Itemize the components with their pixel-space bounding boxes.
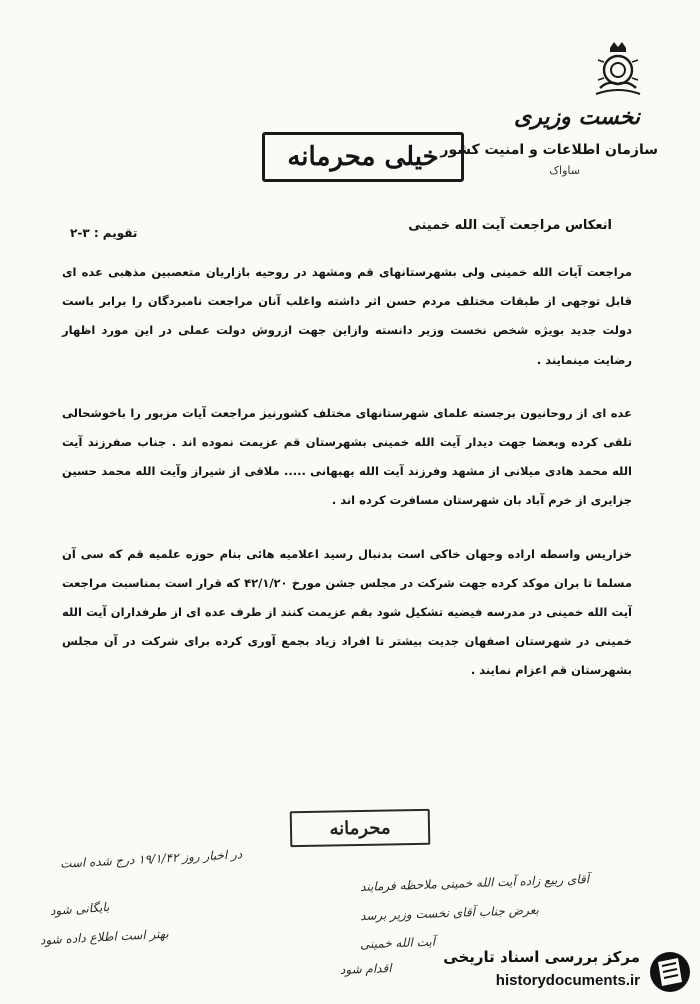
lion-and-sun-emblem [590, 40, 646, 100]
organization-code: ساواک [549, 164, 580, 177]
copy-stamp [290, 809, 431, 847]
handwritten-note: بایگانی شود [49, 899, 110, 919]
archive-watermark [424, 946, 692, 998]
classification-stamp [262, 132, 464, 182]
handwritten-note: بهتر است اطلاع داده شود [39, 926, 169, 948]
watermark-url: historydocuments.ir [495, 972, 640, 989]
handwritten-note: بعرض جناب آقای نخست وزیر برسد [359, 902, 540, 924]
paragraph: عده ای از روحانیون برجسته علمای شهرستانهای مختلف کشورنیز مراجعت آیات مزبور را باخوشحالی تلقی کرده وبعضا جهت دیدار آیت الله خمینی بشهرستان قم عزیمت نموده اند . جناب صفرزند آیت الله محمد هادی میلانی از مشهد وفرزند آیت الله بهبهانی ..... ملاقی از شیراز وآیت الله محمد حسین جزایری از خرم آباد بان شهرستان مسافرت کرده اند . [62, 405, 632, 508]
ministry-title: نخست وزیری [514, 104, 640, 130]
archive-logo-icon [648, 948, 692, 996]
organization-name: سازمان اطلاعات و امنیت کشور [440, 142, 658, 158]
handwritten-note: اقدام شود [339, 961, 392, 977]
copy-stamp-label: محرمانه [329, 816, 391, 840]
paragraph: مراجعت آیات الله خمینی ولی بشهرستانهای قم ومشهد در روحیه بازاریان متعصبین مذهبی عده ای قابل توجهی از طبقات مختلف مردم حسن اثر داشته واغلب آنان مراجعت نامبردگان را برابر باست دولت جدید بویژه شخص نخست وزیر دانسته وازاین جهت ازروش دولت عملی در این مورد اظهار رضایت مینمایند . [62, 265, 632, 367]
handwritten-note: آقای ربیع زاده آیت الله خمینی ملاحظه فرمایند [359, 872, 590, 894]
memo-subject: انعکاس مراجعت آیت الله خمینی [408, 218, 612, 233]
paragraph: خزاریس واسطه اراده وجهان خاکی است بدنبال رسید اعلامیه هائی بنام حوزه علمیه قم که سی آن مسلما تا بران موکد کرده جهت شرکت در مجلس جشن مورخ ۴۲/۱/۲۰ که قرار است بمناسبت مراجعت آیت الله خمینی در مدرسه فیضیه تشکیل شود بقم عزیمت کنند از طرف عده ای از طرفداران آیت الله خمینی در شهرستان اصفهان جدیت بیشتر تا افراد زیاد بجمع آوری کرده برای شرکت در آن مجلس بشهرستان قم اعزام نمایند . [62, 546, 632, 678]
handwritten-note: آیت الله خمینی [359, 934, 436, 952]
classification-label: خیلی محرمانه [287, 142, 439, 172]
handwritten-note: در اخبار روز ۱۹/۱/۴۲ درج شده است [59, 847, 243, 871]
watermark-title: مرکز بررسی اسناد تاریخی [443, 948, 640, 966]
memo-reference: تقویم : ۳-۲ [70, 226, 138, 240]
memo-body [62, 258, 632, 710]
